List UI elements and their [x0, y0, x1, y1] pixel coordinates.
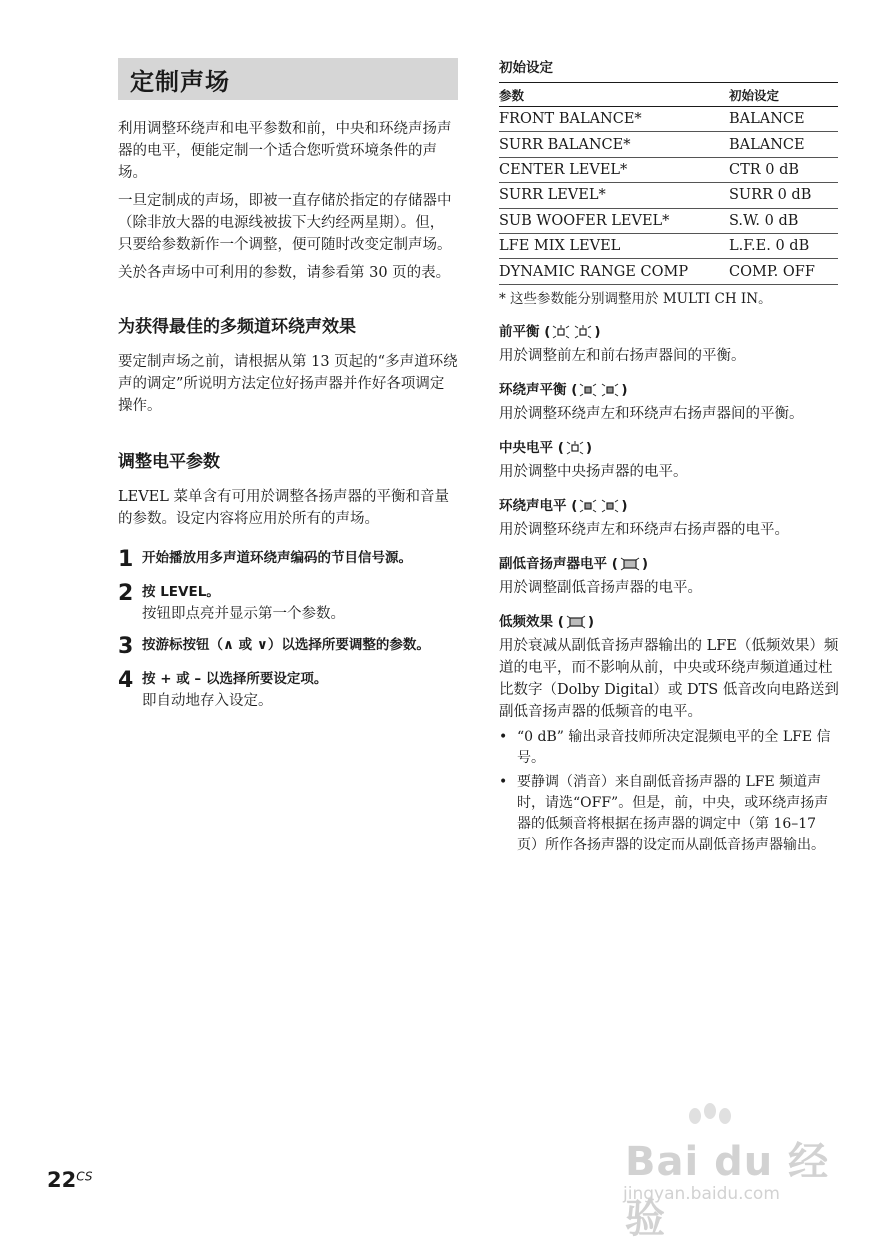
intro-paragraph-2: 一旦定制成的声场，即被一直存储於指定的存储器中（除非放大器的电源线被拔下大约经两星期）。但，只要给参数新作一个调整，便可随时改变定制声场。 [118, 193, 452, 253]
lfe-bullet-list [499, 727, 839, 856]
table-cell: SUB WOOFER LEVEL* [499, 208, 729, 233]
step-number: 3 [118, 634, 134, 659]
table-cell: S.W. 0 dB [729, 208, 838, 233]
param-front-balance-text: 用於调整前左和前右扬声器间的平衡。 [499, 347, 746, 364]
step-number: 1 [118, 547, 134, 572]
speaker-front-right-icon [574, 325, 592, 339]
table-cell: BALANCE [729, 132, 838, 157]
right-column [499, 58, 839, 859]
table-cell: LFE MIX LEVEL [499, 233, 729, 258]
param-heading-label: 中央电平 [499, 439, 553, 456]
baidu-watermark [615, 1102, 845, 1242]
param-center-level-heading: 中央电平 ( ) [499, 439, 593, 456]
list-item [499, 772, 839, 856]
param-surr-level-heading: 环绕声电平 ( ) [499, 497, 628, 514]
table-cell: CTR 0 dB [729, 157, 838, 182]
title-box [118, 58, 458, 100]
param-lfe-heading: 低频效果 ( ) [499, 613, 595, 630]
speaker-subwoofer-icon [620, 557, 640, 571]
table-note: * 这些参数能分别调整用於 MULTI CH IN。 [499, 290, 772, 307]
intro-paragraph-1: 利用调整环绕声和电平参数和前，中央和环绕声扬声器的电平，便能定制一个适合您听赏环境条件的声场。 [118, 121, 452, 181]
speaker-surround-left-icon [579, 383, 597, 397]
param-heading-label: 前平衡 [499, 323, 540, 340]
param-subwoofer-level-heading: 副低音扬声器电平 ( ) [499, 555, 649, 572]
param-front-balance-heading: 前平衡 ( ) [499, 323, 601, 340]
step-text: 按 LEVEL。 [142, 584, 220, 600]
watermark-url: jingyan.baidu.com [623, 1184, 780, 1204]
left-column [118, 58, 458, 722]
bullet-text: 要静调（消音）来自副低音扬声器的 LFE 频道声时，请选“OFF”。但是，前，中央，或环绕声扬声器的低频音将根据在扬声器的调定中（第 16–17 页）所作各扬声器的设定而从副低音扬声器输出。 [517, 773, 829, 853]
section-heading-level: 调整电平参数 [118, 452, 220, 472]
speaker-center-icon [566, 441, 584, 455]
page-number [47, 1168, 92, 1192]
step-number: 2 [118, 581, 134, 606]
intro-paragraph-3: 关於各声场中可利用的参数，请参看第 30 页的表。 [118, 265, 451, 281]
step-4 [118, 669, 458, 712]
step-text: 开始播放用多声道环绕声编码的节目信号源。 [142, 550, 412, 566]
param-surr-balance-text: 用於调整环绕声左和环绕声右扬声器间的平衡。 [499, 405, 804, 422]
table-cell: SURR 0 dB [729, 183, 838, 208]
param-heading-label: 环绕声平衡 [499, 381, 567, 398]
table-header-row [499, 83, 838, 107]
table-row [499, 233, 838, 258]
page-number-value: 22 [47, 1168, 77, 1192]
table-caption: 初始设定 [499, 60, 553, 76]
watermark-brand: Bai du 经验 [625, 1139, 830, 1242]
table-cell: CENTER LEVEL* [499, 157, 729, 182]
section-heading-surround: 为获得最佳的多频道环绕声效果 [118, 317, 356, 337]
table-cell: SURR LEVEL* [499, 183, 729, 208]
param-heading-label: 环绕声电平 [499, 497, 567, 514]
table-header-default: 初始设定 [729, 83, 838, 107]
table-row [499, 157, 838, 182]
param-lfe-text: 用於衰减从副低音扬声器输出的 LFE（低频效果）频道的电平，而不影响从前，中央或环绕声频道通过杜比数字（Dolby Digital）或 DTS 低音改向电路送到副低音扬声器的低频音的电平。 [499, 637, 839, 720]
step-text: 按 + 或 – 以选择所要设定项。 [142, 671, 328, 687]
table-cell: L.F.E. 0 dB [729, 233, 838, 258]
table-cell: SURR BALANCE* [499, 132, 729, 157]
param-center-level-text: 用於调整中央扬声器的电平。 [499, 463, 688, 480]
table-cell: DYNAMIC RANGE COMP [499, 259, 729, 284]
step-number: 4 [118, 668, 134, 693]
bullet-dot: • [499, 773, 508, 790]
table-row [499, 107, 838, 132]
param-subwoofer-level-text: 用於调整副低音扬声器的电平。 [499, 579, 702, 596]
page-number-suffix: CS [76, 1169, 93, 1184]
speaker-surround-left-icon [579, 499, 597, 513]
speaker-surround-right-icon [601, 383, 619, 397]
param-heading-label: 副低音扬声器电平 [499, 555, 607, 572]
list-item [499, 727, 839, 769]
step-subtext: 按钮即点亮并显示第一个参数。 [142, 606, 345, 622]
table-cell: FRONT BALANCE* [499, 107, 729, 132]
section-text-level: LEVEL 菜单含有可用於调整各扬声器的平衡和音量的参数。设定内容将应用於所有的声场。 [118, 489, 450, 527]
bullet-dot: • [499, 728, 508, 745]
table-row [499, 259, 838, 284]
param-heading-label: 低频效果 [499, 613, 553, 630]
page-title: 定制声场 [130, 67, 230, 96]
table-row [499, 208, 838, 233]
speaker-subwoofer-icon [566, 615, 586, 629]
table-cell: COMP. OFF [729, 259, 838, 284]
bullet-text: “0 dB” 输出录音技师所决定混频电平的全 LFE 信号。 [517, 728, 831, 766]
step-3 [118, 635, 458, 659]
speaker-surround-right-icon [601, 499, 619, 513]
step-subtext: 即自动地存入设定。 [142, 693, 273, 709]
param-surr-balance-heading: 环绕声平衡 ( ) [499, 381, 628, 398]
step-1 [118, 548, 458, 572]
table-cell: BALANCE [729, 107, 838, 132]
step-text: 按游标按钮（∧ 或 ∨）以选择所要调整的参数。 [142, 637, 430, 653]
step-2 [118, 582, 458, 625]
section-text-surround: 要定制声场之前，请根据从第 13 页起的“多声道环绕声的调定”所说明方法定位好扬声器并作好各项调定操作。 [118, 354, 458, 414]
param-surr-level-text: 用於调整环绕声左和环绕声右扬声器的电平。 [499, 521, 789, 538]
table-row [499, 183, 838, 208]
table-header-param: 参数 [499, 83, 729, 107]
table-row [499, 132, 838, 157]
initial-settings-table [499, 82, 838, 285]
speaker-front-left-icon [552, 325, 570, 339]
